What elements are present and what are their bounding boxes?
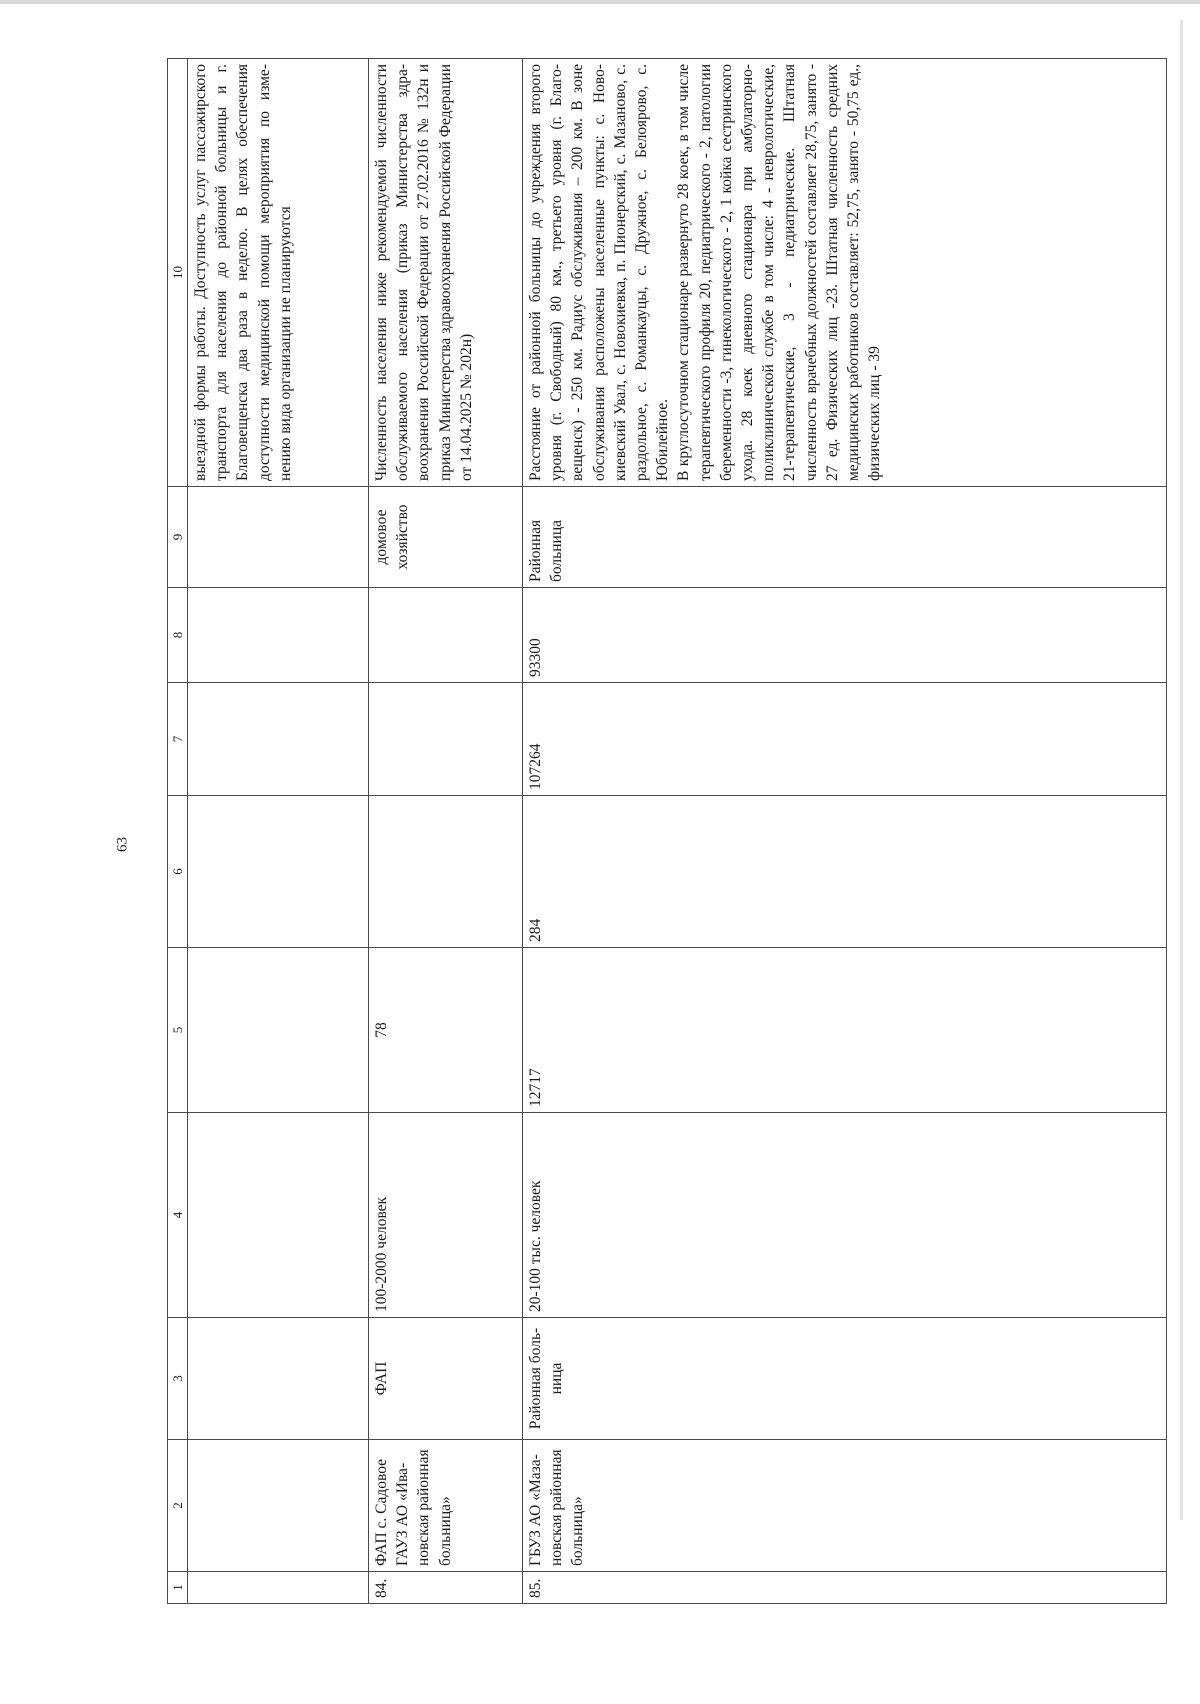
cell-organization: ГБУЗ АО «Мазановская районная больница» xyxy=(523,1440,1167,1572)
cell-col9: домовое хозяйство xyxy=(369,487,523,588)
cell-type xyxy=(188,1318,369,1440)
cell-description: Численность населения ниже рекомендуемой численности обслуживаемого населения (приказ Министерства здравоохранения Российской Федерации от 27.02.2016 № 132н и приказ Министерства здравоохранения Российской Федерации от 14.04.2025 № 202н) xyxy=(369,59,523,487)
cell-organization xyxy=(188,1440,369,1572)
header-col-1: 1 xyxy=(168,1572,188,1604)
cell-col8 xyxy=(369,588,523,683)
description-paragraph-2: В круглосуточном стационаре развернуто 28 коек, в том числе терапевтического профиля 20, педиатрического - 2, патологии беременности -3, гинекологического - 2, 1 койка сестринского ухода. 28 коек дневного стационара при амбулаторно-поликлинической службе в том числе: 4 - неврологические, 21-терапевтические, 3 - педиатрические. Штатная численность врачебных должностей составляет 28,75, занято - 27 ед. Физических лиц -23. Штатная численность средних медицинских работников составляет: 52,75, занято - 50,75 ед., физических лиц - 39 xyxy=(675,64,884,481)
cell-population-range: 20-100 тыс. человек xyxy=(523,1113,1167,1318)
cell-description: выездной формы работы. Доступность услуг пассажирского транспорта для населения до районной больницы и г. Благовещенска два раза в неделю. В целях обеспечения доступности медицинской помощи мероприятия по изменению вида организации не планируются xyxy=(188,59,369,487)
cell-col6: 284 xyxy=(523,796,1167,948)
header-col-5: 5 xyxy=(168,948,188,1113)
header-col-8: 8 xyxy=(168,588,188,683)
cell-type: ФАП xyxy=(369,1318,523,1440)
header-col-9: 9 xyxy=(168,487,188,588)
cell-description xyxy=(523,59,1167,487)
table-row-84 xyxy=(369,59,523,1604)
header-col-3: 3 xyxy=(168,1318,188,1440)
cell-population-range xyxy=(188,1113,369,1318)
cell-col7: 107264 xyxy=(523,683,1167,796)
document-table xyxy=(167,58,1167,1604)
page-number: 63 xyxy=(114,837,131,852)
cell-col5: 12717 xyxy=(523,948,1167,1113)
scan-right-edge xyxy=(1180,20,1183,1520)
scan-top-edge xyxy=(0,0,1200,4)
header-col-10: 10 xyxy=(168,59,188,487)
cell-number: 85. xyxy=(523,1572,1167,1604)
header-row xyxy=(168,59,188,1604)
cell-col7 xyxy=(369,683,523,796)
cell-col8: 93300 xyxy=(523,588,1167,683)
cell-col9 xyxy=(188,487,369,588)
cell-number: 84. xyxy=(369,1572,523,1604)
header-col-4: 4 xyxy=(168,1113,188,1318)
cell-col6 xyxy=(369,796,523,948)
table-row-continuation xyxy=(188,59,369,1604)
cell-col5 xyxy=(188,948,369,1113)
cell-type: Районная больница xyxy=(523,1318,1167,1440)
cell-col7 xyxy=(188,683,369,796)
cell-col5: 78 xyxy=(369,948,523,1113)
rotated-table-container xyxy=(167,59,1167,1604)
cell-col9: Районная больница xyxy=(523,487,1167,588)
header-col-6: 6 xyxy=(168,796,188,948)
description-paragraph-1: Расстояние от районной больницы до учреждения второго уровня (г. Свободный) 80 км., третьего уровня (г. Благовещенск) - 250 км. Радиус обслуживания – 200 км. В зоне обслуживания расположены населенные пункты: с. Новокиевский Увал, с. Новокиевка, п. Пионерский, с. Мазаново, с. раздольное, с. Романкауцы, с. Дружное, с. Белоярово, с. Юбилейное. xyxy=(527,64,672,481)
cell-organization: ФАП с. Садовое ГАУЗ АО «Ивановская районная больница» xyxy=(369,1440,523,1572)
cell-col8 xyxy=(188,588,369,683)
header-col-2: 2 xyxy=(168,1440,188,1572)
table-row-85 xyxy=(523,59,1167,1604)
cell-col6 xyxy=(188,796,369,948)
cell-number xyxy=(188,1572,369,1604)
cell-population-range: 100-2000 человек xyxy=(369,1113,523,1318)
header-col-7: 7 xyxy=(168,683,188,796)
